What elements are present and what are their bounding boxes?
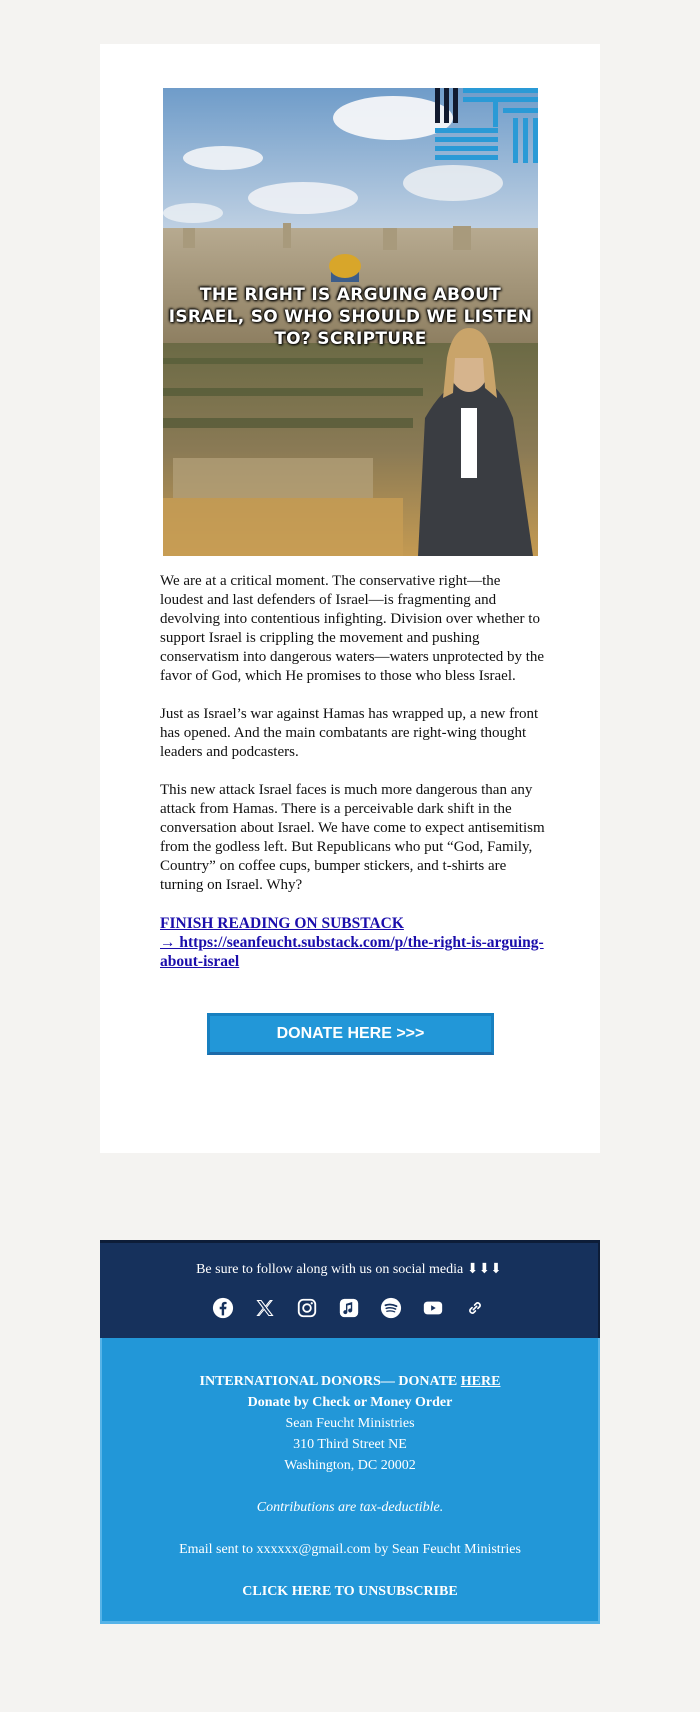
email-card [100, 44, 600, 1153]
unsubscribe-link[interactable]: CLICK HERE TO UNSUBSCRIBE [242, 1584, 458, 1599]
apple-music-icon[interactable] [337, 1295, 362, 1320]
paragraph-3: This new attack Israel faces is much more dangerous than any attack from Hamas. There is a perceivable dark shift in the conversation about Israel. We have come to expect antisemitism from the godless left. But Republicans who put “God, Family, Country” on coffee cups, bumper stickers, and t-shirts are turning on Israel. Why? [160, 782, 545, 893]
org-name: Sean Feucht Ministries [285, 1416, 415, 1431]
instagram-icon[interactable] [295, 1295, 320, 1320]
x-icon[interactable] [253, 1295, 278, 1320]
tax-note [102, 1500, 598, 1516]
substack-link-url[interactable]: → https://seanfeucht.substack.com/p/the-right-is-arguing-about-israel [160, 934, 544, 970]
follow-text: Be sure to follow along with us on social media ⬇⬇⬇ [196, 1262, 502, 1277]
street-address: 310 Third Street NE [293, 1437, 407, 1452]
city-address: Washington, DC 20002 [284, 1458, 416, 1473]
international-donors [102, 1374, 598, 1390]
spotify-icon[interactable] [379, 1295, 404, 1320]
substack-link-label[interactable]: FINISH READING ON SUBSTACK [160, 915, 404, 932]
international-prefix: INTERNATIONAL DONORS— DONATE [199, 1374, 461, 1389]
hero-title: THE RIGHT IS ARGUING ABOUT ISRAEL, SO WHO SHOULD WE LISTEN TO? SCRIPTURE [168, 285, 533, 349]
international-donate-link[interactable]: HERE [460, 1374, 501, 1389]
link-icon[interactable] [463, 1295, 488, 1320]
hero-image[interactable] [163, 88, 538, 556]
check-heading: Donate by Check or Money Order [247, 1395, 453, 1410]
facebook-icon[interactable] [211, 1295, 236, 1320]
youtube-icon[interactable] [421, 1295, 446, 1320]
social-footer [100, 1240, 600, 1338]
donate-button[interactable]: DONATE HERE >>> [207, 1013, 494, 1055]
donor-footer [100, 1338, 600, 1624]
paragraph-2: Just as Israel’s war against Hamas has wrapped up, a new front has opened. And the main combatants are right-wing thought leaders and podcasters. [160, 706, 539, 760]
tax-note-text: Contributions are tax-deductible. [256, 1500, 444, 1515]
social-icons [100, 1295, 598, 1320]
email-line: Email sent to xxxxxx@gmail.com by Sean Feucht Ministries [179, 1542, 521, 1557]
article-body [160, 572, 546, 971]
paragraph-1: We are at a critical moment. The conservative right—the loudest and last defenders of Israel—is fragmenting and devolving into contentious infighting. Division over whether to support Israel is crippling the movement and pushing conservatism into dangerous waters—waters unprotected by the favor of God, which He promises to those who bless Israel. [160, 573, 545, 684]
